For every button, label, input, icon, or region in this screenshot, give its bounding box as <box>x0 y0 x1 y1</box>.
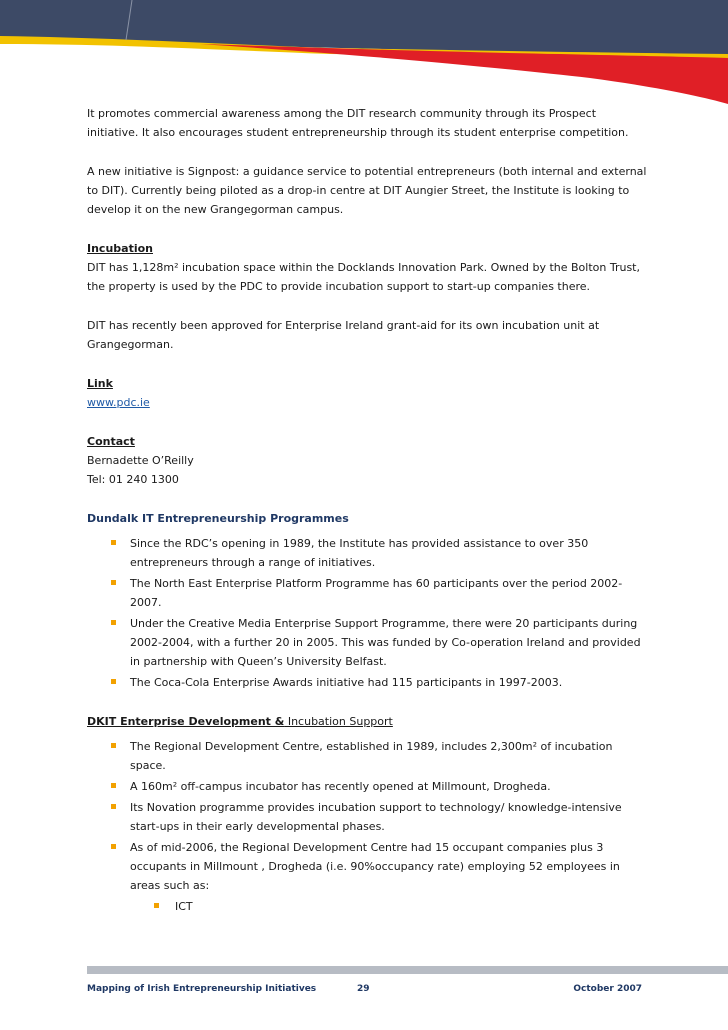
square-bullet-icon <box>111 679 116 684</box>
paragraph-incubation-space: DIT has 1,128m² incubation space within the Docklands Innovation Park. Owned by the Bolton Trust, the property is used by the PDC to provide incubation support to start-up companies there. <box>87 261 640 293</box>
heading-link: Link <box>87 377 113 390</box>
header-banner <box>0 0 728 110</box>
list-item: A 160m² off-campus incubator has recently opened at Millmount, Drogheda. <box>87 777 647 796</box>
footer-divider <box>87 966 728 974</box>
list-item: As of mid-2006, the Regional Development Centre had 15 occupant companies plus 3 occupants in Millmount , Drogheda (i.e. 90%occupancy rate) employing 52 employees in areas such as: ICT <box>87 838 647 916</box>
dkit-sublist <box>130 897 647 916</box>
dundalk-list <box>87 534 647 692</box>
list-item: ICT <box>130 897 647 916</box>
heading-incubation: Incubation <box>87 242 153 255</box>
footer-date: October 2007 <box>573 984 642 994</box>
square-bullet-icon <box>111 620 116 625</box>
list-item: Its Novation programme provides incubation support to technology/ knowledge-intensive start-ups in their early developmental phases. <box>87 798 647 836</box>
page-content <box>87 104 647 936</box>
paragraph-signpost: A new initiative is Signpost: a guidance service to potential entrepreneurs (both internal and external to DIT). Currently being piloted as a drop-in centre at DIT Aungier Street, the Institute is looking to develop it on the new Grangegorman campus. <box>87 165 647 216</box>
list-item: The Regional Development Centre, established in 1989, includes 2,300m² of incubation space. <box>87 737 647 775</box>
list-item: The North East Enterprise Platform Programme has 60 participants over the period 2002-2007. <box>87 574 647 612</box>
square-bullet-icon <box>111 743 116 748</box>
contact-name: Bernadette O’Reilly <box>87 454 194 467</box>
contact-tel: Tel: 01 240 1300 <box>87 473 179 486</box>
heading-contact: Contact <box>87 435 135 448</box>
square-bullet-icon <box>111 804 116 809</box>
paragraph-prospect: It promotes commercial awareness among the DIT research community through its Prospect initiative. It also encourages student entrepreneurship through its student enterprise competition. <box>87 107 629 139</box>
list-item: Since the RDC’s opening in 1989, the Institute has provided assistance to over 350 entrepreneurs through a range of initiatives. <box>87 534 647 572</box>
square-bullet-icon <box>111 540 116 545</box>
dkit-list <box>87 737 647 916</box>
paragraph-incubation-grant: DIT has recently been approved for Enterprise Ireland grant-aid for its own incubation unit at Grangegorman. <box>87 319 600 351</box>
page-number: 29 <box>357 984 370 994</box>
square-bullet-icon <box>111 783 116 788</box>
footer-title: Mapping of Irish Entrepreneurship Initiatives <box>87 984 317 994</box>
heading-dkit: DKIT Enterprise Development & Incubation Support <box>87 715 393 728</box>
pdc-link[interactable]: www.pdc.ie <box>87 396 150 409</box>
square-bullet-icon <box>111 580 116 585</box>
square-bullet-icon <box>154 903 159 908</box>
list-item: The Coca-Cola Enterprise Awards initiative had 115 participants in 1997-2003. <box>87 673 647 692</box>
list-item: Under the Creative Media Enterprise Support Programme, there were 20 participants during 2002-2004, with a further 20 in 2005. This was funded by Co-operation Ireland and provided in partnership with Queen’s University Belfast. <box>87 614 647 671</box>
heading-dundalk: Dundalk IT Entrepreneurship Programmes <box>87 512 349 525</box>
square-bullet-icon <box>111 844 116 849</box>
